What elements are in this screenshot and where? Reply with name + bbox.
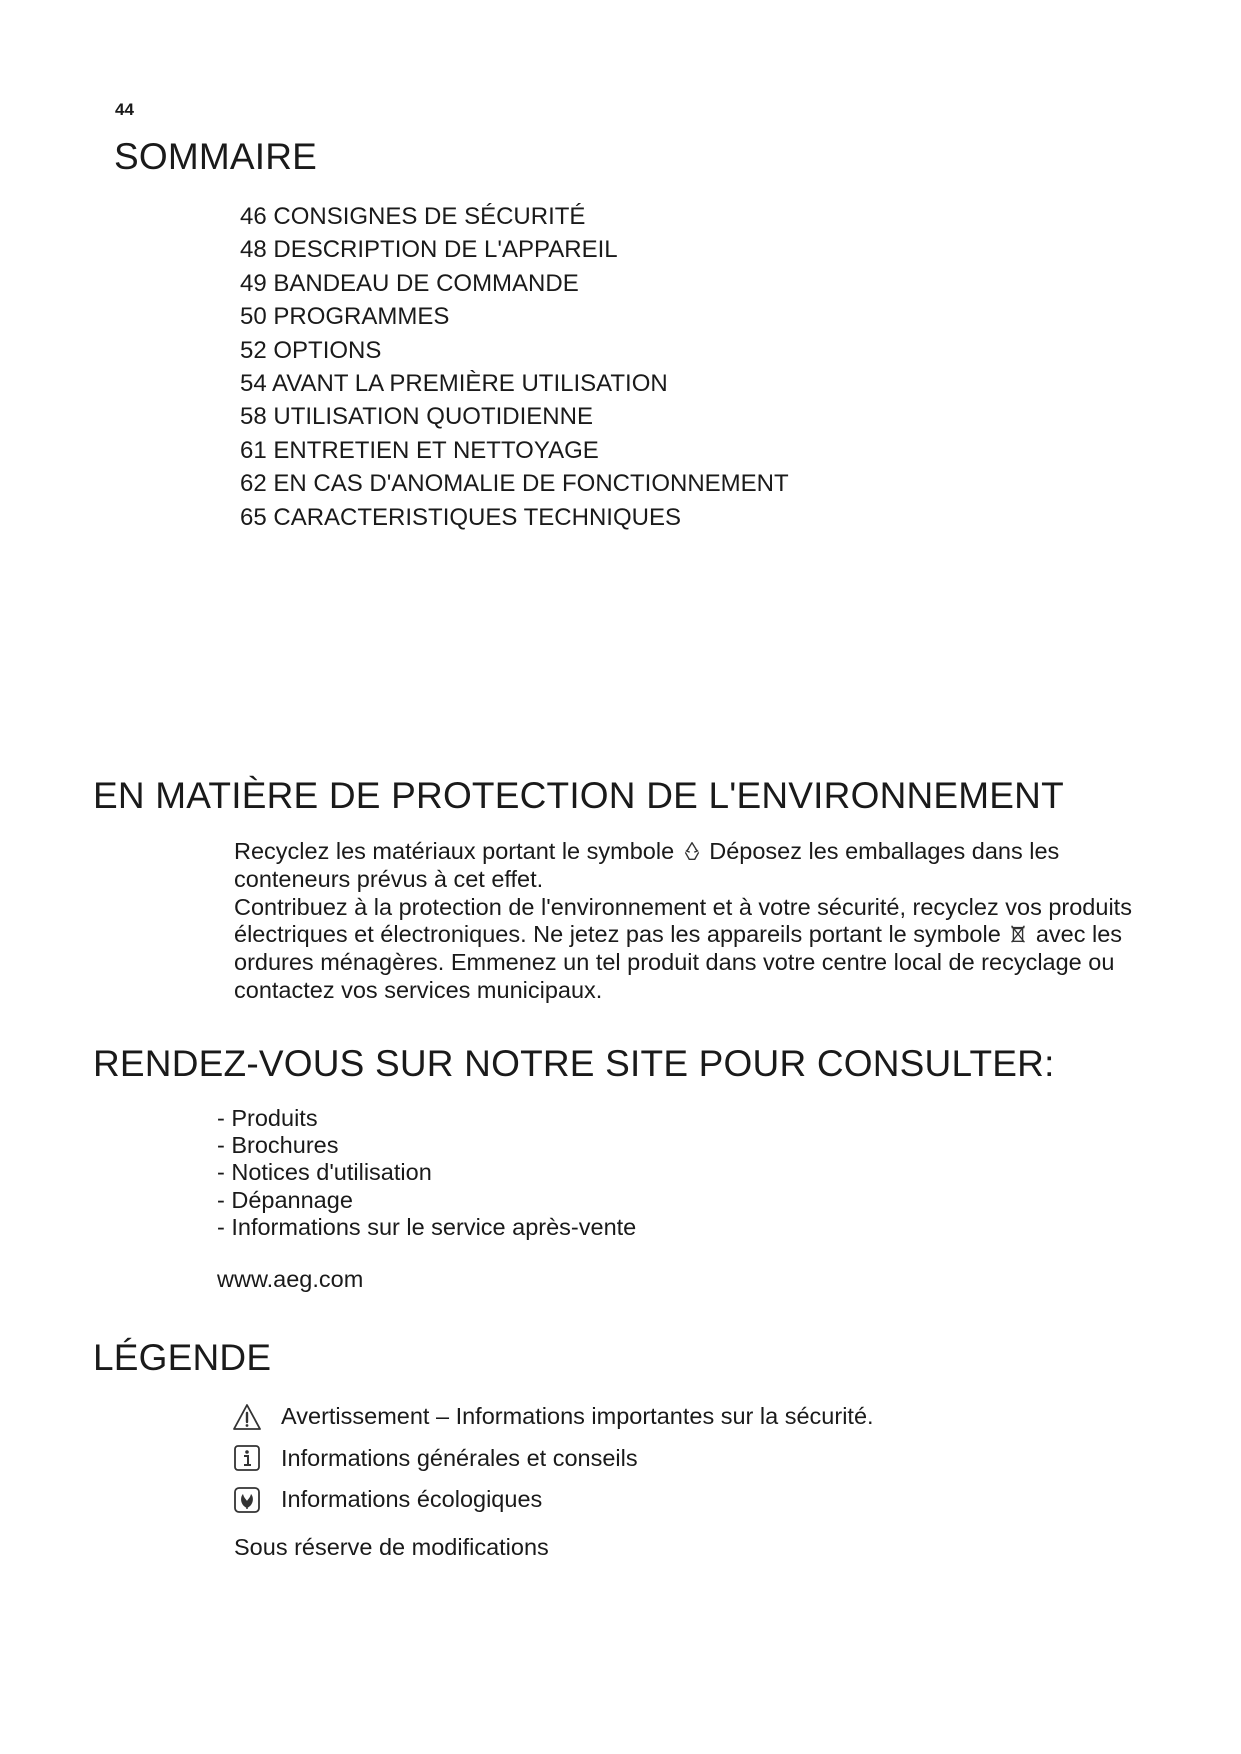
site-list — [217, 1105, 636, 1241]
list-item: - Notices d'utilisation — [217, 1159, 432, 1186]
legend-title: LÉGENDE — [93, 1337, 272, 1378]
legend-text: Informations écologiques — [281, 1486, 543, 1513]
list-item: - Dépannage — [217, 1186, 353, 1213]
eco-icon — [232, 1485, 262, 1515]
toc-item[interactable]: 50 PROGRAMMES — [240, 303, 450, 331]
legend-text: Avertissement – Informations importantes sur la sécurité. — [281, 1403, 874, 1430]
legend-item — [232, 1396, 874, 1438]
site-title: RENDEZ-VOUS SUR NOTRE SITE POUR CONSULTER: — [93, 1043, 1055, 1084]
table-of-contents — [240, 200, 789, 534]
environment-text — [234, 838, 1154, 1005]
legend-item — [232, 1479, 874, 1521]
legend-item — [232, 1438, 874, 1480]
toc-item[interactable]: 58 UTILISATION QUOTIDIENNE — [240, 403, 593, 431]
toc-item[interactable]: 65 CARACTERISTIQUES TECHNIQUES — [240, 503, 681, 531]
modification-note: Sous réserve de modifications — [234, 1534, 549, 1560]
crossed-bin-icon — [1007, 923, 1029, 945]
sommaire-title: SOMMAIRE — [114, 136, 318, 177]
environment-title: EN MATIÈRE DE PROTECTION DE L'ENVIRONNEMENT — [93, 775, 1064, 816]
toc-item[interactable]: 62 EN CAS D'ANOMALIE DE FONCTIONNEMENT — [240, 470, 789, 498]
list-item: - Produits — [217, 1105, 318, 1131]
environment-text-part: Déposez les emballages dans les conteneurs prévus à cet effet. — [234, 838, 1060, 892]
list-item: - Informations sur le service après-vente — [217, 1213, 637, 1240]
toc-item[interactable]: 48 DESCRIPTION DE L'APPAREIL — [240, 236, 618, 264]
list-item: - Brochures — [217, 1132, 339, 1159]
environment-paragraph-1 — [234, 838, 1154, 894]
page-number: 44 — [115, 100, 134, 119]
warning-icon — [232, 1402, 262, 1432]
environment-text-part: Contribuez à la protection de l'environnement et à votre sécurité, recyclez vos produits électriques et électroniques. Ne jetez pas les appareils portant le symbole — [234, 893, 1132, 948]
toc-item[interactable]: 61 ENTRETIEN ET NETTOYAGE — [240, 436, 599, 464]
toc-item[interactable]: 54 AVANT LA PREMIÈRE UTILISATION — [240, 370, 668, 398]
environment-paragraph-2 — [234, 894, 1154, 1005]
legend-text: Informations générales et conseils — [281, 1444, 638, 1471]
toc-item[interactable]: 49 BANDEAU DE COMMANDE — [240, 269, 579, 297]
info-icon — [232, 1443, 262, 1473]
legend-list — [232, 1396, 874, 1521]
toc-item[interactable]: 46 CONSIGNES DE SÉCURITÉ — [240, 203, 586, 230]
environment-text-part: avec les ordures ménagères. Emmenez un tel produit dans votre centre local de recyclage ou contactez vos services municipaux. — [234, 921, 1123, 1003]
site-url-link[interactable]: www.aeg.com — [217, 1266, 364, 1292]
recycle-icon — [681, 840, 703, 862]
toc-item[interactable]: 52 OPTIONS — [240, 336, 382, 364]
environment-text-part: Recyclez les matériaux portant le symbole — [234, 838, 675, 864]
